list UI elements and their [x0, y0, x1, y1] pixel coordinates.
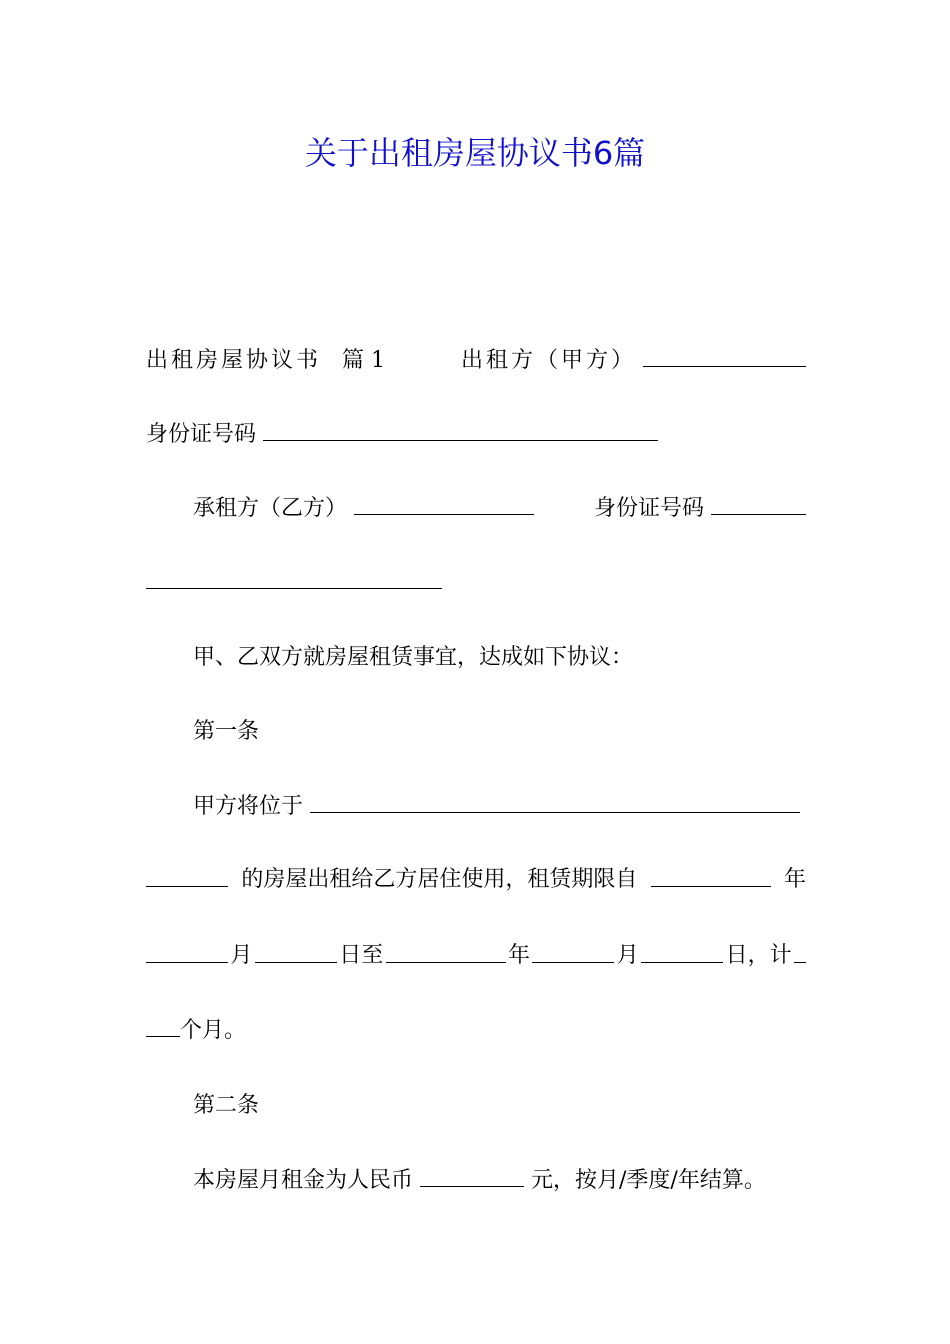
day-to-label: 日至	[339, 943, 384, 968]
rent-amount-blank[interactable]	[420, 1162, 524, 1187]
line-lessee-id-cont	[146, 564, 806, 600]
year-label: 年	[783, 867, 806, 892]
month-label: 月	[230, 943, 253, 968]
months-label: 个月。	[180, 1018, 247, 1043]
end-month-blank[interactable]	[532, 938, 614, 963]
location-label: 甲方将位于	[193, 794, 304, 819]
article-1-heading: 第一条	[193, 719, 260, 744]
line-lease-start	[146, 862, 806, 898]
end-year-blank[interactable]	[386, 938, 506, 963]
location-blank-end[interactable]	[146, 862, 228, 887]
lessee-id-blank-end[interactable]	[146, 564, 442, 589]
line-intro: 甲、乙双方就房屋租赁事宜，达成如下协议：	[193, 645, 634, 670]
line-lessee	[193, 490, 806, 526]
line-lessor-id	[146, 416, 806, 452]
lessor-id-label: 身份证号码	[146, 422, 257, 447]
end-year-label: 年	[507, 943, 530, 968]
lease-purpose-text: 的房屋出租给乙方居住使用，租赁期限自	[241, 867, 638, 892]
lessee-id-blank-start[interactable]	[711, 490, 806, 515]
section-number: 篇 1	[342, 348, 386, 373]
location-blank-start[interactable]	[310, 788, 800, 813]
line-rent	[193, 1162, 806, 1198]
line-location	[193, 788, 806, 824]
line-lease-dates	[146, 938, 806, 974]
end-day-label: 日，计	[725, 943, 792, 968]
lessor-label: 出租方（甲方）	[461, 348, 637, 373]
document-title: 关于出租房屋协议书6篇	[304, 134, 646, 172]
rent-label: 本房屋月租金为人民币	[193, 1168, 414, 1193]
rent-settlement-text: 元，按月/季度/年结算。	[531, 1168, 766, 1193]
start-day-blank[interactable]	[255, 938, 337, 963]
lessee-blank[interactable]	[354, 490, 534, 515]
lessor-blank[interactable]	[643, 342, 806, 367]
start-month-blank[interactable]	[146, 938, 228, 963]
article-2-heading: 第二条	[193, 1093, 260, 1118]
end-day-blank[interactable]	[641, 938, 723, 963]
start-year-blank[interactable]	[651, 862, 771, 887]
lessor-id-blank[interactable]	[263, 416, 658, 441]
lessee-label: 承租方（乙方）	[193, 496, 348, 521]
line-months	[146, 1012, 806, 1048]
agreement-heading: 出租房屋协议书	[146, 348, 322, 373]
end-month-label: 月	[616, 943, 639, 968]
months-blank-start[interactable]	[794, 938, 806, 963]
lessee-id-label: 身份证号码	[594, 496, 705, 521]
months-blank-end[interactable]	[146, 1012, 180, 1037]
line-lessor	[146, 342, 806, 378]
